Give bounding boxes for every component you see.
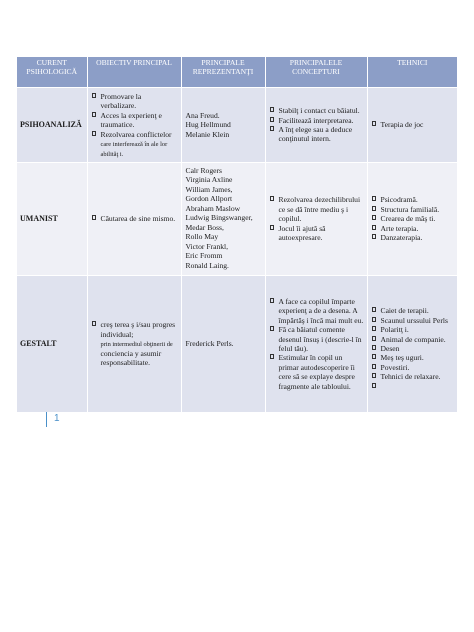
checkbox-glyph-icon [92, 131, 96, 136]
list-item: Estimular în copil un primar autodescoperire îi cere să se explaye despre fragmente ale tabloului. [270, 353, 364, 391]
row-techniques [367, 88, 457, 163]
representative-name: Ronald Laing. [185, 260, 229, 270]
list-item: Promovare la verbalizare. [92, 92, 178, 111]
representative-name: William James, [185, 184, 233, 194]
checkbox-glyph-icon [372, 354, 376, 359]
list-item: Animal de companie. [372, 335, 455, 344]
header-objective: OBIECTIV PRINCIPAL [87, 57, 181, 88]
checkbox-glyph-icon [92, 321, 96, 326]
representative-name: Medar Boss, [185, 222, 224, 232]
checkbox-glyph-icon [372, 206, 376, 211]
list-item: Caiet de terapii. [372, 306, 455, 315]
psychology-currents-table [17, 57, 457, 412]
checkbox-glyph-icon [270, 326, 274, 331]
representative-name: Rollo May [185, 232, 219, 242]
list-item: Fă ca băiatul comente desenul însuş i (descrie-l în felul tău). [270, 325, 364, 353]
checkbox-glyph-icon [372, 345, 376, 350]
checkbox-glyph-icon [372, 364, 376, 369]
row-objective [87, 163, 181, 276]
list-item: Jocul îi ajută să autoexpresare. [270, 224, 364, 243]
list-item: A înţ elege sau a deduce conţinutul intern. [270, 125, 364, 144]
row-techniques [367, 163, 457, 276]
checkbox-glyph-icon [270, 126, 274, 131]
list-item: Meş teş uguri. [372, 353, 455, 362]
list-item: Polaritţ i. [372, 325, 455, 334]
checkbox-glyph-icon [270, 225, 274, 230]
header-current: CURENT PSIHOLOGICĂ [17, 57, 87, 88]
checkbox-glyph-icon [372, 196, 376, 201]
list-item: Terapia de joc [372, 120, 455, 129]
list-item: A face ca copilul împarte experienţ a de a desena. A împărtăş i încă mai mult eu. [270, 297, 364, 325]
row-representatives [181, 163, 265, 276]
table-header-row [17, 57, 457, 88]
list-item: Psicodramă. [372, 195, 455, 204]
list-item: Desen [372, 344, 455, 353]
page-number-marker [46, 412, 47, 427]
list-item: Acces la experienţ e traumatice. [92, 111, 178, 130]
list-item: Scaunul urssului Perls [372, 316, 455, 325]
row-techniques [367, 276, 457, 413]
list-item: Căutarea de sine mismo. [92, 214, 178, 223]
representative-name: Hug Hellmund [185, 120, 231, 130]
list-item: Stabilţ i contact cu băiatul. [270, 106, 364, 115]
checkbox-glyph-icon [270, 107, 274, 112]
representative-name: Gordon Allport [185, 194, 233, 204]
checkbox-glyph-icon [372, 121, 376, 126]
row-concepts [265, 276, 367, 413]
list-item: Facilitează interpretarea. [270, 116, 364, 125]
list-item: Structura familială. [372, 205, 455, 214]
checkbox-glyph-icon [270, 196, 274, 201]
row-current: PSIHOANALIZĂ [17, 88, 87, 163]
checkbox-glyph-icon [372, 234, 376, 239]
representative-name: Melanie Klein [185, 129, 230, 139]
checkbox-glyph-icon [372, 225, 376, 230]
checkbox-glyph-icon [270, 354, 274, 359]
list-item: Arte terapia. [372, 224, 455, 233]
representative-name: Virginia Axline [185, 175, 233, 185]
list-item: Rezolvarea conflictelor care interferează în ale lor abilităţ i. [92, 130, 178, 159]
list-item: Crearea de măş ti. [372, 214, 455, 223]
representative-name: Ludwig Bingswanger, [185, 213, 253, 223]
checkbox-glyph-icon [372, 307, 376, 312]
checkbox-glyph-icon [372, 336, 376, 341]
representative-name: Victor Frankl, [185, 241, 229, 251]
list-item: Tehnici de relaxare. [372, 372, 455, 381]
checkbox-glyph-icon [372, 215, 376, 220]
list-item: creş terea ş i/sau progres individual; prin intermediul obţinerii de conciencia y asumir responsabilitate. [92, 320, 178, 368]
page-number: 1 [54, 413, 60, 424]
header-concepts: PRINCIPALELE CONCEPTURI [265, 57, 367, 88]
row-representatives [181, 88, 265, 163]
checkbox-glyph-icon [372, 383, 376, 388]
table-row-gestalt [17, 276, 457, 413]
row-concepts [265, 88, 367, 163]
row-concepts [265, 163, 367, 276]
table-row-psihoanaliza [17, 88, 457, 163]
row-representatives: Frederick Perls. [181, 276, 265, 413]
representative-name: Ana Freud. [185, 110, 220, 120]
header-representatives: PRINCIPALE REPREZENTANŢI [181, 57, 265, 88]
header-techniques: TEHNICI [367, 57, 457, 88]
row-objective [87, 88, 181, 163]
checkbox-glyph-icon [270, 298, 274, 303]
checkbox-glyph-icon [270, 117, 274, 122]
table-row-umanist [17, 163, 457, 276]
row-current: UMANIST [17, 163, 87, 276]
checkbox-glyph-icon [372, 326, 376, 331]
representative-name: Abraham Maslow [185, 203, 241, 213]
checkbox-glyph-icon [372, 317, 376, 322]
list-item: Povestiri. [372, 363, 455, 372]
checkbox-glyph-icon [92, 93, 96, 98]
row-objective [87, 276, 181, 413]
list-item: Rezolvarea dezechilibrului ce se dă între mediu ş i copilul. [270, 195, 364, 223]
checkbox-glyph-icon [372, 373, 376, 378]
checkbox-glyph-icon [92, 215, 96, 220]
representative-name: Eric Fromm [185, 251, 223, 261]
representative-name: Calr Rogers [185, 166, 222, 175]
row-current: GESTALT [17, 276, 87, 413]
list-item: Danzaterapia. [372, 233, 455, 242]
checkbox-glyph-icon [92, 112, 96, 117]
